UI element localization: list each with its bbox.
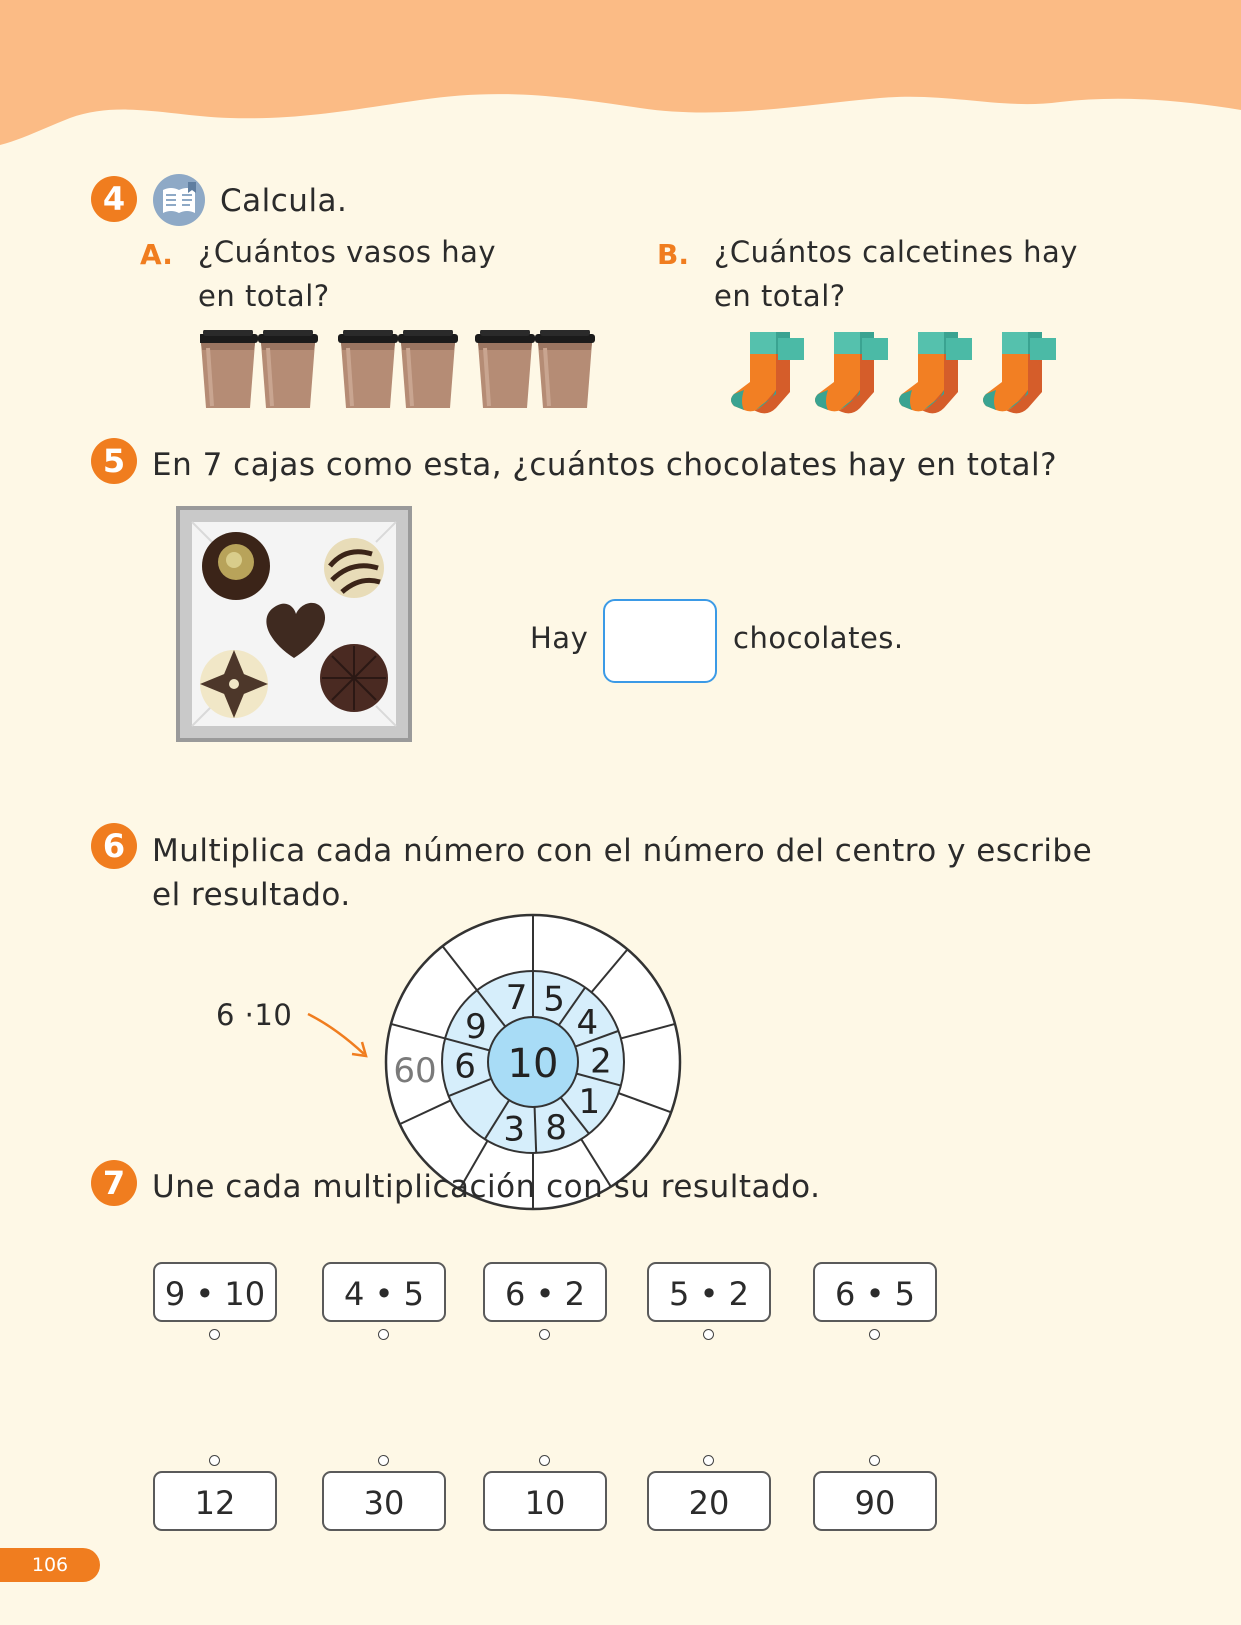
example-expression: 6 ·10 — [216, 998, 293, 1032]
page-number: 106 — [0, 1548, 100, 1582]
sock-icon — [731, 332, 804, 413]
subquestion-letter: B. — [657, 238, 689, 271]
answer-input-box[interactable] — [603, 599, 717, 683]
subquestion-letter: A. — [140, 238, 173, 271]
subquestion-a-line1: ¿Cuántos vasos hay — [198, 235, 497, 269]
cup-icon — [475, 330, 535, 408]
wheel-number: 6 — [454, 1046, 476, 1087]
connection-dot[interactable] — [539, 1455, 550, 1466]
connection-dot[interactable] — [209, 1455, 220, 1466]
socks-illustration — [724, 328, 1064, 424]
wheel-example-answer: 60 — [393, 1051, 437, 1091]
connection-dot[interactable] — [703, 1329, 714, 1340]
cup-icon — [258, 330, 318, 408]
subquestion-a-line2: en total? — [198, 279, 330, 313]
question-number-badge: 5 — [91, 438, 137, 484]
question-text-line2: el resultado. — [152, 877, 351, 913]
question-text: Une cada multiplicación con su resultado. — [152, 1169, 821, 1205]
question-number-badge: 6 — [91, 823, 137, 869]
connection-dot[interactable] — [869, 1329, 880, 1340]
cup-icon — [535, 330, 595, 408]
subquestion-b-line1: ¿Cuántos calcetines hay — [714, 235, 1078, 269]
multiplication-box: 5 • 2 — [647, 1262, 771, 1322]
sock-icon — [983, 332, 1056, 413]
question-number-badge: 4 — [91, 176, 137, 222]
header-banner — [0, 0, 1241, 160]
wheel-number: 5 — [543, 979, 565, 1020]
sock-icon — [815, 332, 888, 413]
cups-illustration — [200, 330, 610, 410]
book-icon — [152, 173, 206, 227]
question-title: Calcula. — [220, 183, 348, 219]
cup-icon — [338, 330, 398, 408]
wheel-center-number: 10 — [507, 1041, 559, 1087]
question-text: En 7 cajas como esta, ¿cuántos chocolates hay en total? — [152, 447, 1058, 483]
multiplication-box: 4 • 5 — [322, 1262, 446, 1322]
connection-dot[interactable] — [209, 1329, 220, 1340]
wheel-number: 7 — [505, 978, 528, 1019]
connection-dot[interactable] — [539, 1329, 550, 1340]
arrow-icon — [306, 1010, 372, 1060]
wheel-number: 8 — [545, 1107, 568, 1148]
cup-icon — [200, 330, 258, 408]
sock-icon — [899, 332, 972, 413]
wheel-number: 2 — [590, 1041, 612, 1082]
wheel-number: 9 — [465, 1006, 487, 1047]
multiplication-box: 6 • 5 — [813, 1262, 937, 1322]
answer-suffix: chocolates. — [733, 621, 904, 655]
connection-dot[interactable] — [703, 1455, 714, 1466]
result-box: 90 — [813, 1471, 937, 1531]
connection-dot[interactable] — [378, 1455, 389, 1466]
multiplication-box: 9 • 10 — [153, 1262, 277, 1322]
result-box: 20 — [647, 1471, 771, 1531]
multiplication-box: 6 • 2 — [483, 1262, 607, 1322]
wheel-number: 1 — [578, 1082, 601, 1123]
result-box: 30 — [322, 1471, 446, 1531]
chocolate-box-image — [176, 506, 412, 742]
cup-icon — [398, 330, 458, 408]
connection-dot[interactable] — [869, 1455, 880, 1466]
result-box: 10 — [483, 1471, 607, 1531]
subquestion-b-line2: en total? — [714, 279, 846, 313]
wheel-number: 3 — [503, 1109, 526, 1150]
wheel-number: 4 — [576, 1003, 599, 1044]
answer-prefix: Hay — [530, 621, 589, 655]
question-number-badge: 7 — [91, 1160, 137, 1206]
connection-dot[interactable] — [378, 1329, 389, 1340]
question-text-line1: Multiplica cada número con el número del centro y escribe — [152, 833, 1093, 869]
result-box: 12 — [153, 1471, 277, 1531]
